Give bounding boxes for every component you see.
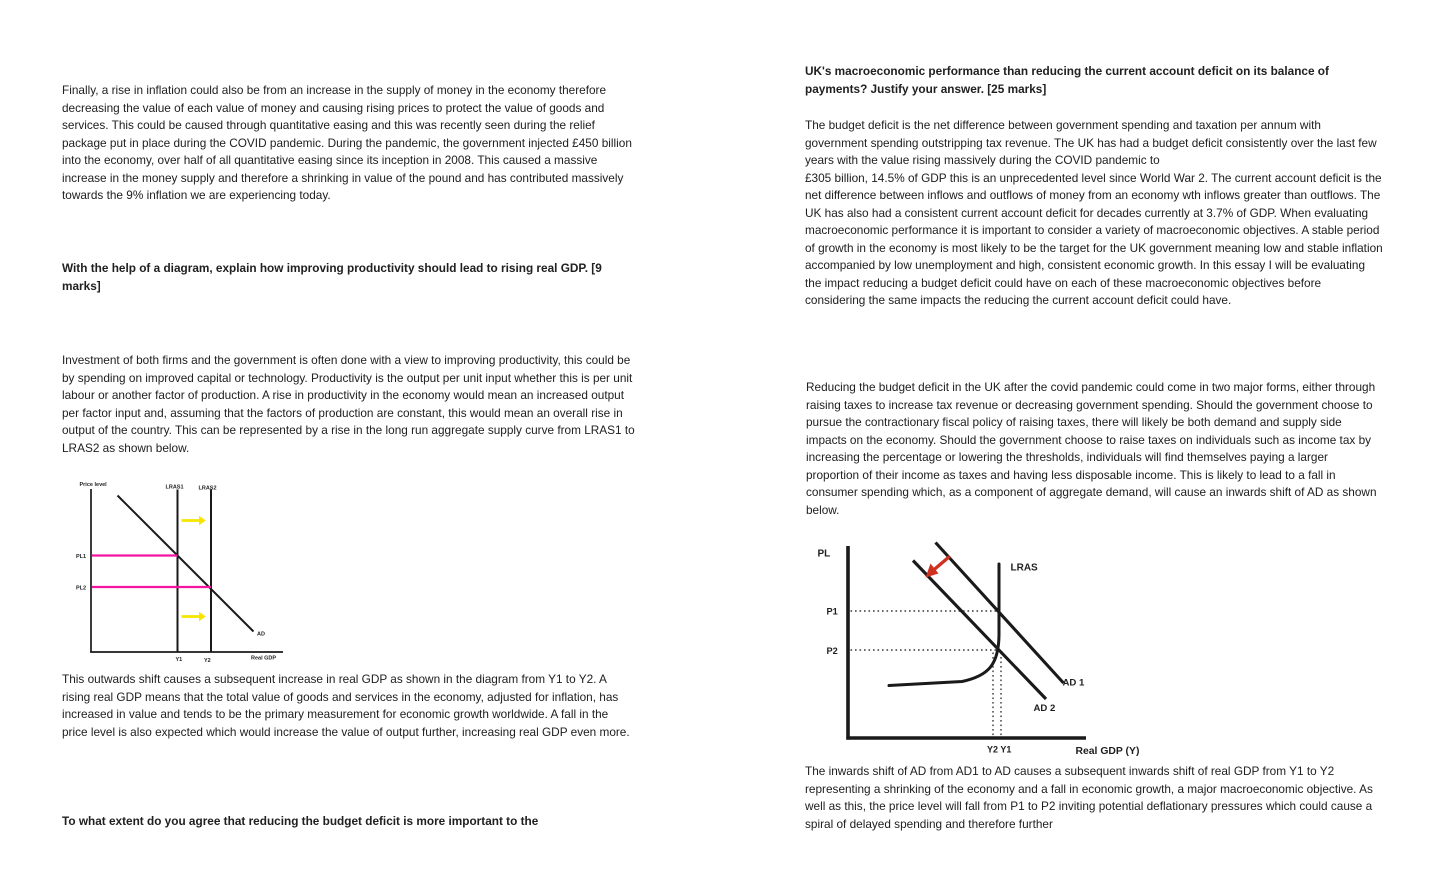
lras-label: LRAS	[1010, 562, 1038, 574]
p2-label: P2	[826, 646, 838, 656]
question-heading-productivity: With the help of a diagram, explain how improving productivity should lead to rising real GDP. [9 marks]	[62, 261, 602, 293]
ad1-label: AD 1	[1062, 677, 1085, 689]
real-gdp-axis-label: Real GDP	[251, 655, 277, 662]
price-level-axis-label: Price level	[79, 482, 107, 488]
shift-right-arrow-top-head	[199, 516, 206, 525]
y2-y1-tick-label: Y2 Y1	[987, 744, 1012, 755]
ad-shift-diagram	[812, 538, 1152, 763]
paragraph-budget-deficit-definition	[805, 117, 1383, 310]
y1-tick-label: Y1	[175, 657, 183, 663]
paragraph-inwards-shift: The inwards shift of AD from AD1 to AD causes a subsequent inwards shift of real GDP from Y1 to Y2 representing a shrinking of the economy and a fall in economic growth, a major macroeconomic objective. As well as this, the price level will fall from P1 to P2 inviting potential deflationary pressures which could cause a spiral of delayed spending and therefore further	[805, 764, 1373, 831]
question-heading-uk-macro: UK's macroeconomic performance than reducing the current account deficit on its balance of payments? Justify your answer. [25 marks]	[805, 64, 1329, 96]
pl1-label: PL1	[76, 554, 87, 560]
paragraph-budget-deficit-definition-part1: The budget deficit is the net difference between government spending and taxation per annum with government spending outstripping tax revenue. The UK has had a budget deficit consistently over the last few years with the value rising massively during the COVID pandemic to	[805, 118, 1377, 168]
lras2-label: LRAS2	[198, 485, 217, 492]
paragraph-budget-deficit-definition-part2: £305 billion, 14.5% of GDP this is an unprecedented level since World War 2. The current account deficit is the net difference between inflows and outflows of money from an economy wth inflows greater than outflows. The UK has also had a consistent current account deficit for decades currently at 3.7% of GDP. When evaluating macroeconomic performance it is important to consider a variety of macroeconomic objectives. A stable period of growth in the economy is most likely to be the target for the UK government meaning low and stable inflation accompanied by low unemployment and high, consistent economic growth. In this essay I will be evaluating the impact reducing a budget deficit could have on each of these macroeconomic objectives before considering the same impacts the reducing the current account deficit could have.	[805, 170, 1383, 308]
paragraph-investment-productivity: Investment of both firms and the government is often done with a view to improving productivity, this could be by spending on improved capital or technology. Productivity is the output per unit input whether this is per unit labour or another factor of production. A rise in productivity in the economy would mean an increased output per factor input and, assuming that the factors of production are constant, this would mean an overall rise in output of the country. This can be represented by a rise in the long run aggregate supply curve from LRAS1 to LRAS2 as shown below.	[62, 353, 635, 455]
p1-label: P1	[826, 606, 838, 617]
ad2-label: AD 2	[1033, 703, 1056, 714]
real-gdp-y-axis-label: Real GDP (Y)	[1075, 746, 1140, 757]
question-heading-budget-deficit: To what extent do you agree that reducing the budget deficit is more important to the	[62, 814, 539, 828]
shift-right-arrow-bottom-head	[199, 612, 206, 621]
shift-left-arrow	[933, 557, 950, 571]
lras-shift-diagram	[75, 477, 290, 665]
lras1-label: LRAS1	[165, 484, 184, 491]
ad-label: AD	[257, 631, 265, 638]
pl2-label: PL2	[76, 585, 87, 592]
pl-axis-label: PL	[817, 548, 831, 560]
paragraph-outwards-shift: This outwards shift causes a subsequent increase in real GDP as shown in the diagram from Y1 to Y2. A rising real GDP means that the total value of goods and services in the economy, adjusted for inflation, has increased in value and tends to be the primary measurement for economic growth worldwide. A fall in the price level is also expected which would increase the value of output further, increasing real GDP even more.	[62, 672, 630, 739]
ad-curve	[118, 496, 254, 632]
y2-tick-label: Y2	[204, 658, 211, 664]
paragraph-inflation-money-supply: Finally, a rise in inflation could also be from an increase in the supply of money in the economy therefore decreasing the value of each value of money and causing rising prices to protect the value of goods and services. This could be caused through quantitative easing and this was recently seen during the relief package put in place during the COVID pandemic. During the pandemic, the government injected £450 billion into the economy, over half of all quantitative easing since its inception in 2008. This caused a massive increase in the money supply and therefore a shrinking in value of the pound and has contributed massively towards the 9% inflation we are experiencing today.	[62, 83, 632, 203]
ad2-curve	[913, 561, 1046, 700]
lras-curve	[889, 564, 999, 686]
paragraph-reducing-budget-deficit: Reducing the budget deficit in the UK after the covid pandemic could come in two major forms, either through raising taxes to increase tax revenue or decreasing government spending. Should the government choose to pursue the contractionary fiscal policy of raising taxes, there will likely be both demand and supply side impacts on the economy. Should the government choose to raise taxes on individuals such as income tax by increasing the percentage or lowering the thresholds, individuals will find themselves paying a larger proportion of their income as taxes and having less disposable income. This is likely to lead to a fall in consumer spending which, as a component of aggregate demand, will cause an inwards shift of AD as shown below.	[806, 380, 1377, 517]
